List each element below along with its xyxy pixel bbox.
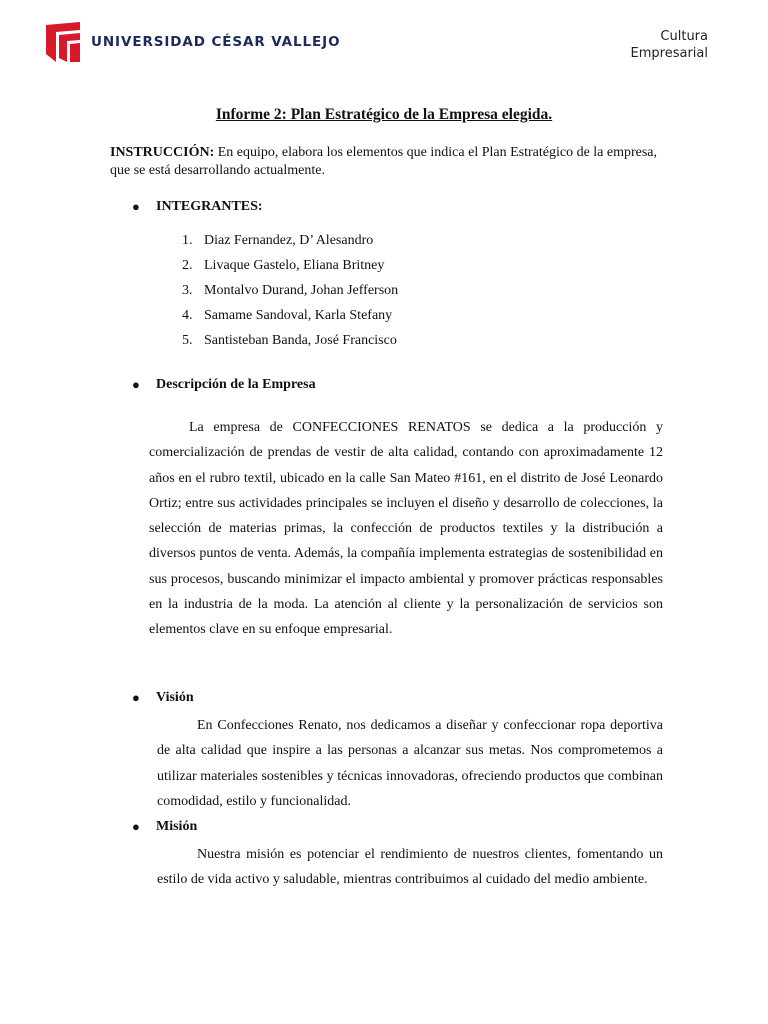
- members-list: [182, 232, 398, 357]
- list-item-name: Samame Sandoval, Karla Stefany: [204, 308, 393, 323]
- list-item-name: Livaque Gastelo, Eliana Britney: [204, 258, 385, 273]
- list-item-number: 1.: [182, 233, 193, 248]
- list-item-number: 2.: [182, 258, 193, 273]
- bullet-icon: ●: [132, 690, 140, 705]
- list-item-name: Santisteban Banda, José Francisco: [204, 333, 397, 348]
- bullet-icon: ●: [132, 199, 140, 214]
- mision-text: Nuestra misión es potenciar el rendimiento de nuestros clientes, fomentando un estilo de vida activo y saludable, mientras contribuimos al cuidado del medio ambiente.: [157, 847, 663, 888]
- instruction-text: En equipo, elabora los elementos que indica el Plan Estratégico de la empresa, que se está desarrollando actualmente.: [110, 145, 658, 178]
- course-line-1: Cultura: [660, 29, 708, 44]
- list-item: [182, 232, 398, 257]
- vision-heading-label: Visión: [156, 690, 194, 705]
- mision-heading-label: Misión: [156, 819, 198, 834]
- list-item: [182, 332, 398, 357]
- list-item-name: Montalvo Durand, Johan Jefferson: [204, 283, 399, 298]
- list-item-number: 4.: [182, 308, 193, 323]
- vision-paragraph: [157, 713, 663, 814]
- instruction-label: INSTRUCCIÓN:: [110, 145, 215, 160]
- vision-text: En Confecciones Renato, nos dedicamos a diseñar y confeccionar ropa deportiva de alta calidad que inspire a las personas a alcanzar sus metas. Nos comprometemos a utilizar materiales sostenibles y técnicas innovadoras, ofreciendo productos que combinan comodidad, estilo y funcionalidad.: [157, 718, 663, 809]
- bullet-icon: ●: [132, 819, 140, 834]
- descripcion-text: La empresa de CONFECCIONES RENATOS se dedica a la producción y comercialización de prendas de vestir de alta calidad, contando con aproximadamente 12 años en el rubro textil, ubicado en la calle San Mateo #161, en el distrito de José Leonardo Ortiz; entre sus actividades principales se incluyen el diseño y desarrollo de colecciones, la selección de materias primas, la confección de productos textiles y la distribución a diversos puntos de venta. Además, la compañía implementa estrategias de sostenibilidad en sus procesos, buscando minimizar el impacto ambiental y promover prácticas responsables en la industria de la moda. La atención al cliente y la personalización de servicios son elementos clave en su enfoque empresarial.: [149, 420, 663, 638]
- list-item: [182, 282, 398, 307]
- bullet-icon: ●: [132, 377, 140, 392]
- list-item-name: Diaz Fernandez, D’ Alesandro: [204, 233, 374, 248]
- list-item-number: 5.: [182, 333, 193, 348]
- course-name: [631, 28, 708, 62]
- university-logo: [46, 22, 340, 62]
- list-item: [182, 307, 398, 332]
- logo-text: UNIVERSIDAD CÉSAR VALLEJO: [91, 34, 341, 50]
- mision-paragraph: [157, 842, 663, 893]
- list-item-number: 3.: [182, 283, 193, 298]
- ucv-shield-icon: [46, 22, 84, 62]
- descripcion-heading-label: Descripción de la Empresa: [156, 377, 316, 392]
- integrantes-heading-label: INTEGRANTES:: [156, 199, 263, 214]
- instruction-paragraph: [110, 144, 670, 180]
- descripcion-paragraph: [149, 415, 663, 643]
- course-line-2: Empresarial: [630, 46, 708, 61]
- list-item: [182, 257, 398, 282]
- document-title: Informe 2: Plan Estratégico de la Empresa elegida.: [215, 106, 553, 123]
